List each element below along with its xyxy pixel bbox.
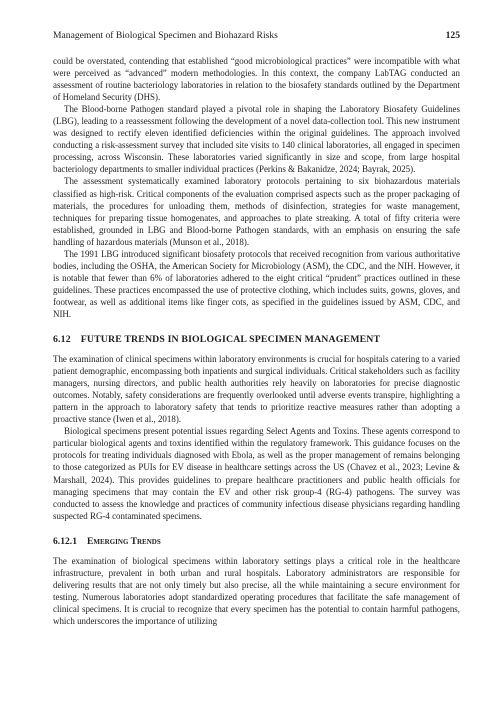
paragraph: The 1991 LBG introduced significant biosafety protocols that received recognition from various authoritative bodies, including the OSHA, the American Society for Microbiology (ASM), the CDC, and the NIH. However, it is notable that fewer than 6% of laboratories adhered to the eight critical “prudent” practices outlined in these guidelines. These practices encompassed the use of protective clothing, which includes suits, gowns, gloves, and footwear, as well as additional items like finger cots, as specified in the guidelines issued by ASM, CDC, and NIH. bbox=[53, 248, 460, 319]
running-head bbox=[53, 30, 460, 42]
subsection-title: Emerging Trends bbox=[86, 535, 161, 547]
paragraph: The assessment systematically examined laboratory protocols pertaining to six biohazardous materials classified as high-risk. Critical components of the evaluation comprised aspects such as the proper packaging of materials, the procedures for unloading them, methods of disinfection, strategies for waste management, techniques for preparing tissue homogenates, and approaches to plate streaking. A total of fifty criteria were established, grounded in LBG and Blood-borne Pathogen standards, with an emphasis on ensuring the safe handling of hazardous materials (Munson et al., 2018). bbox=[53, 176, 460, 247]
running-head-title: Management of Biological Specimen and Biohazard Risks bbox=[53, 30, 278, 41]
section-heading bbox=[53, 334, 460, 346]
section-title: FUTURE TRENDS IN BIOLOGICAL SPECIMEN MANAGEMENT bbox=[80, 334, 381, 346]
body-text bbox=[53, 55, 460, 627]
paragraph: could be overstated, contending that established “good microbiological practices” were incompatible with what were perceived as “advanced” modern methodologies. In this context, the company LabTAG conducted an assessment of routine bacteriology laboratories in relation to the biosafety standards outlined by the Department of Homeland Security (DHS). bbox=[53, 56, 460, 103]
paragraph: Biological specimens present potential issues regarding Select Agents and Toxins. These agents correspond to particular biological agents and toxins identified within the regulatory framework. This guidance focuses on the protocols for treating individuals diagnosed with Ebola, as well as the proper management of remains belonging to those categorized as PUIs for EV disease in healthcare settings across the US (Chavez et al., 2023; Levine & Marshall, 2024). This provides guidelines to prepare healthcare practitioners and public health officials for managing specimens that may contain the EV and other risk group-4 (RG-4) pathogens. The survey was conducted to assess the knowledge and practices of community infectious disease physicians regarding handling suspected RG-4 contaminated specimens. bbox=[53, 426, 460, 521]
paragraph: The Blood-borne Pathogen standard played a pivotal role in shaping the Laboratory Biosafety Guidelines (LBG), leading to a reassessment following the development of a novel data-collection tool. This new instrument was designed to rectify eleven identified deficiencies within the original guidelines. The approach involved conducting a risk-assessment survey that included site visits to 140 clinical laboratories, all engaged in specimen processing, across Wisconsin. These laboratories varied significantly in size and scope, from large hospital bacteriology departments to smaller individual practices (Perkins & Bakanidze, 2024; Bayrak, 2025). bbox=[53, 104, 460, 175]
paragraph: The examination of clinical specimens within laboratory environments is crucial for hospitals catering to a varied patient demographic, encompassing both inpatients and surgical individuals. Critical stakeholders such as facility managers, nursing directors, and public health authorities rely heavily on laboratories for precise diagnostic outcomes. Notably, safety considerations are frequently overlooked until adverse events transpire, highlighting a pattern in the approach to laboratory safety that tends to prioritize reactive measures rather than adopting a proactive stance (Iwen et al., 2018). bbox=[53, 354, 460, 425]
subsection-heading bbox=[53, 536, 460, 548]
section-number: 6.12 bbox=[53, 334, 71, 346]
page-number: 125 bbox=[445, 30, 460, 41]
subsection-number: 6.12.1 bbox=[53, 535, 77, 547]
paragraph: The examination of biological specimens within laboratory settings plays a critical role in the healthcare infrastructure, prevalent in both urban and rural hospitals. Laboratory administrators are responsible for delivering results that are not only timely but also precise, all the while maintaining a secure environment for testing. Numerous laboratories adopt standardized operating procedures that facilitate the safe management of clinical specimens. It is crucial to recognize that every specimen has the potential to contain harmful pathogens, which underscores the importance of utilizing bbox=[53, 555, 460, 626]
